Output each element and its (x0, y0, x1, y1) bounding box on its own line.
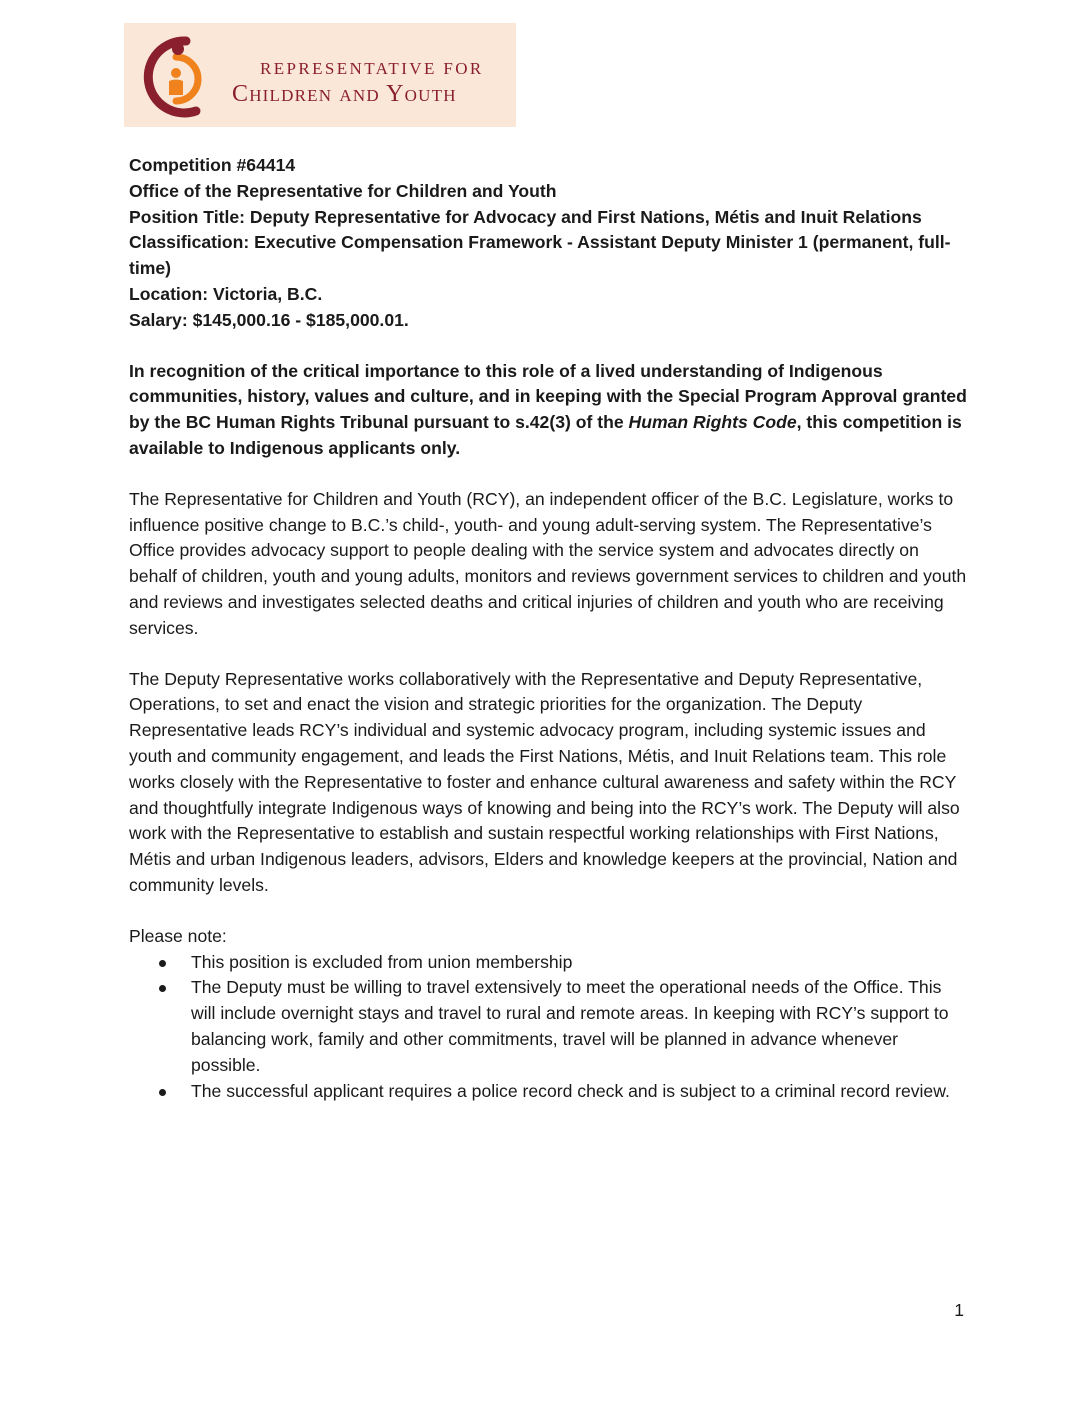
deputy-role-paragraph: The Deputy Representative works collaboratively with the Representative and Deputy Representative, Operations, to set and enact the vision and strategic priorities for the organization. The Deputy Representative leads RCY’s individual and systemic advocacy program, including systemic issues and youth and community engagement, and leads the First Nations, Métis, and Inuit Relations team. This role works closely with the Representative to foster and enhance cultural awareness and safety within the RCY and thoughtfully integrate Indigenous ways of knowing and being into the RCY’s work. The Deputy will also work with the Representative to establish and sustain respectful working relationships with First Nations, Métis and urban Indigenous leaders, advisors, Elders and knowledge keepers at the provincial, Nation and community levels. (129, 668, 960, 895)
list-item (129, 1079, 969, 1105)
list-item-text: This position is excluded from union membership (191, 951, 573, 972)
notice-text-after: , this competition is available to Indigenous applicants only. (129, 412, 962, 458)
logo-text-representative: REPRESENTATIVE FOR (260, 59, 484, 78)
office-name: Office of the Representative for Children and Youth (129, 180, 557, 201)
location: Location: Victoria, B.C. (129, 283, 323, 304)
bullet-icon (159, 960, 166, 967)
competition-number: Competition #64414 (129, 155, 296, 175)
classification: Classification: Executive Compensation Framework - Assistant Deputy Minister 1 (permanent, full-time) (129, 232, 951, 279)
competition-header (129, 153, 969, 334)
list-item (129, 975, 969, 1078)
indigenous-applicants-notice (129, 359, 969, 462)
logo-text-children-youth: Children and Youth (232, 81, 457, 107)
note-list (129, 950, 969, 1105)
rcy-logo (124, 23, 516, 127)
document-body (129, 153, 969, 1104)
list-item (129, 950, 969, 976)
position-title: Position Title: Deputy Representative for Advocacy and First Nations, Métis and Inuit Relations (129, 206, 922, 227)
rcy-description-paragraph: The Representative for Children and Youth (RCY), an independent officer of the B.C. Legislature, works to influence positive change to B.C.’s child-, youth- and young adult-serving system. The Representative’s Office provides advocacy support to people dealing with the service system and advocates directly on behalf of children, youth and young adults, monitors and reviews government services to children and youth and reviews and investigates selected deaths and critical injuries of children and youth who are receiving services. (129, 488, 967, 638)
please-note-section (129, 924, 969, 1105)
list-item-text: The successful applicant requires a police record check and is subject to a criminal record review. (191, 1080, 950, 1101)
list-item-text: The Deputy must be willing to travel extensively to meet the operational needs of the Office. This will include overnight stays and travel to rural and remote areas. In keeping with RCY’s support to balancing work, family and other commitments, travel will be planned in advance whenever possible. (191, 977, 949, 1075)
rcy-logo-mark (136, 31, 206, 121)
bullet-icon (159, 1089, 166, 1096)
please-note-heading: Please note: (129, 925, 227, 946)
notice-text-before: In recognition of the critical importance to this role of a lived understanding of Indigenous communities, history, values and culture, and in keeping with the Special Program Approval granted by the BC Human Rights Tribunal pursuant to s.42(3) of the (129, 360, 967, 433)
salary: Salary: $145,000.16 - $185,000.01. (129, 309, 409, 330)
page-number: 1 (954, 1300, 964, 1320)
human-rights-code-title: Human Rights Code (628, 412, 797, 433)
bullet-icon (159, 985, 166, 992)
